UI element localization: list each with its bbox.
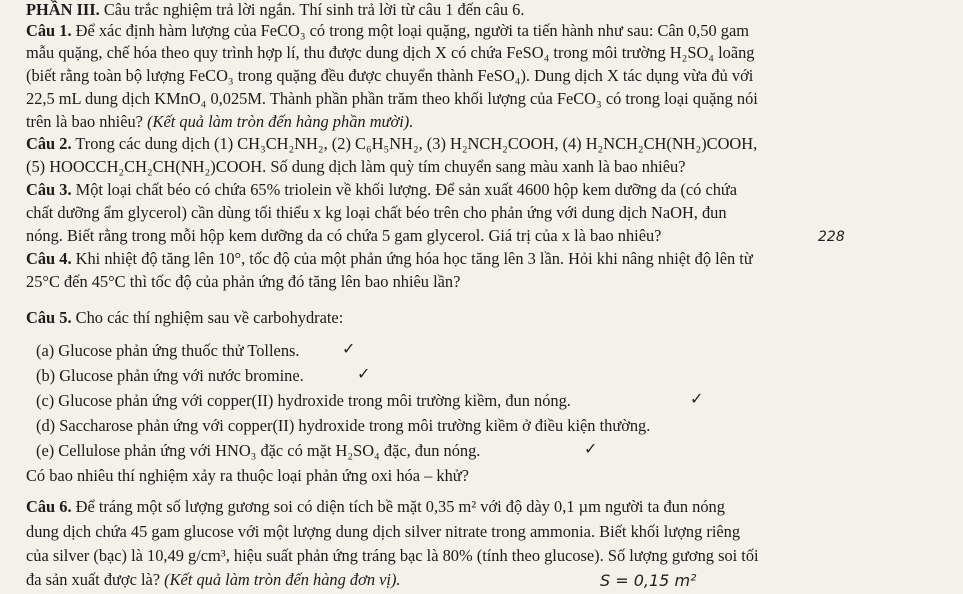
q3-label: Câu 3. — [26, 180, 72, 199]
q4-line-2: 25°C đến 45°C thì tốc độ của phản ứng đó tăng lên bao nhiêu lần? — [26, 272, 461, 291]
q6-note: (Kết quả làm tròn đến hàng đơn vị). — [164, 570, 401, 589]
part-title: PHẦN III. — [26, 0, 100, 19]
q6-handwritten-note: S = 0,15 m² — [600, 571, 697, 590]
q5-item-c: (c) Glucose phản ứng với copper(II) hydroxide trong môi trường kiềm, đun nóng. — [36, 391, 571, 410]
q6-line-4: đa sản xuất được là? (Kết quả làm tròn đến hàng đơn vị). — [26, 570, 401, 589]
q2-line-2: (5) HOOCCH₂CH₂CH(NH₂)COOH. Số dung dịch làm quỳ tím chuyển sang màu xanh là bao nhiêu? — [26, 157, 686, 176]
q3-line-3: nóng. Biết rằng trong mỗi hộp kem dưỡng da có chứa 5 gam glycerol. Giá trị của x là bao nhiêu? — [26, 226, 662, 245]
q1-line-1: Câu 1. Để xác định hàm lượng của FeCO₃ có trong một loại quặng, người ta tiến hành như sau: Cân 0,50 gam — [26, 21, 749, 40]
q2-label: Câu 2. — [26, 134, 72, 153]
q1-line-3: (biết rằng toàn bộ lượng FeCO₃ trong quặng đều được chuyển thành FeSO₄). Dung dịch X tác dụng vừa đủ với — [26, 66, 754, 85]
q1-note: (Kết quả làm tròn đến hàng phần mười). — [147, 112, 414, 131]
checkmark-icon: ✓ — [357, 364, 371, 383]
checkmark-icon: ✓ — [584, 439, 598, 458]
part-heading — [26, 0, 949, 20]
q3-line-1: Câu 3. Một loại chất béo có chứa 65% triolein về khối lượng. Để sản xuất 4600 hộp kem dưỡng da (có chứa — [26, 180, 738, 199]
q5-question: Có bao nhiêu thí nghiệm xảy ra thuộc loại phản ứng oxi hóa – khử? — [26, 466, 469, 485]
checkmark-icon: ✓ — [342, 339, 356, 358]
q5-label: Câu 5. — [26, 308, 72, 327]
q5-item-e: (e) Cellulose phản ứng với HNO₃ đặc có mặt H₂SO₄ đặc, đun nóng. — [36, 441, 481, 460]
q5-item-b: (b) Glucose phản ứng với nước bromine. — [36, 366, 304, 385]
q1-line-4: 22,5 mL dung dịch KMnO₄ 0,025M. Thành phần phần trăm theo khối lượng của FeCO₃ có trong loại quặng nói — [26, 89, 758, 108]
q4-line-1: Câu 4. Khi nhiệt độ tăng lên 10°, tốc độ của một phản ứng hóa học tăng lên 3 lần. Hỏi khi nâng nhiệt độ lên từ — [26, 249, 753, 268]
q4-label: Câu 4. — [26, 249, 72, 268]
q3-line-2: chất dưỡng ẩm glycerol) cần dùng tối thiểu x kg loại chất béo trên cho phản ứng với dung dịch NaOH, đun — [26, 203, 727, 222]
part-intro: Câu trắc nghiệm trả lời ngắn. Thí sinh trả lời từ câu 1 đến câu 6. — [99, 0, 525, 19]
q5-item-a: (a) Glucose phản ứng thuốc thử Tollens. — [36, 341, 300, 360]
q3-handwritten-answer: 228 — [818, 229, 845, 245]
q5-line-1: Câu 5. Cho các thí nghiệm sau về carbohydrate: — [26, 308, 344, 327]
q1-line-5: trên là bao nhiêu? (Kết quả làm tròn đến hàng phần mười). — [26, 112, 414, 131]
q1-line-2: mẫu quặng, chế hóa theo quy trình hợp lí, thu được dung dịch X có chứa FeSO₄ trong môi trường H₂SO₄ loãng — [26, 43, 755, 62]
q6-label: Câu 6. — [26, 497, 72, 516]
checkmark-icon: ✓ — [690, 389, 704, 408]
q1-label: Câu 1. — [26, 21, 72, 40]
q6-line-2: dung dịch chứa 45 gam glucose với một lượng dung dịch silver nitrate trong ammonia. Biết khối lượng riêng — [26, 522, 741, 541]
q5-item-d: (d) Saccharose phản ứng với copper(II) hydroxide trong môi trường kiềm ở điều kiện thường. — [36, 416, 651, 435]
q6-line-1: Câu 6. Để tráng một số lượng gương soi có diện tích bề mặt 0,35 m² với độ dày 0,1 µm người ta đun nóng — [26, 497, 725, 516]
q6-line-3: của silver (bạc) là 10,49 g/cm³, hiệu suất phản ứng tráng bạc là 80% (tính theo glucose). Số lượng gương soi tối — [26, 546, 759, 565]
q2-line-1: Câu 2. Trong các dung dịch (1) CH₃CH₂NH₂, (2) C₆H₅NH₂, (3) H₂NCH₂COOH, (4) H₂NCH₂CH(NH₂)COOH, — [26, 134, 758, 153]
